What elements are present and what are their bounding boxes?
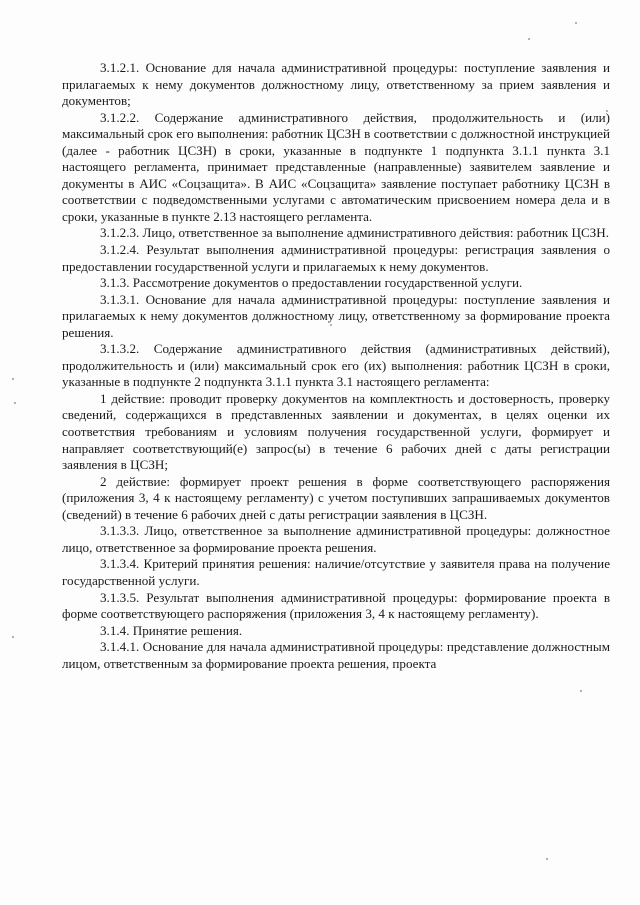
- scan-speck: [546, 858, 548, 860]
- paragraph-action-2: 2 действие: формирует проект решения в форме соответствующего распоряжения (приложения 3, 4 к настоящему регламенту) с учетом поступивших запрашиваемых документов (сведений) в течение 6 рабочих дней с даты регистрации заявления в ЦСЗН.: [62, 473, 610, 522]
- paragraph-3-1-4: 3.1.4. Принятие решения.: [100, 622, 243, 638]
- paragraph-3-1-2-2: 3.1.2.2. Содержание административного действия, продолжительность и (или) максимальный срок его выполнения: работник ЦСЗН в соответствии с должностной инструкцией (далее - работник ЦСЗН) в сроки, указанные в подпункте 1 подпункта 3.1.1 пункта 3.1 настоящего регламента, принимает представленные (направленные) заявителем заявление и документы в АИС «Соцзащита». В АИС «Соцзащита» заявление поступает работнику ЦСЗН в соответствии с подведомственными услугами с автоматическим присвоением номера дела и в сроки, указанные в пункте 2.13 настоящего регламента.: [62, 109, 610, 224]
- scan-speck: [575, 22, 577, 24]
- document-body: [62, 60, 610, 672]
- paragraph-3-1-3: 3.1.3. Рассмотрение документов о предоставлении государственной услуги.: [100, 275, 523, 291]
- paragraph-3-1-3-5: 3.1.3.5. Результат выполнения административной процедуры: формирование проекта в форме соответствующего распоряжения (приложения 3, 4 к настоящему регламенту).: [62, 589, 610, 622]
- paragraph-3-1-2-4: 3.1.2.4. Результат выполнения административной процедуры: регистрация заявления о предоставлении государственной услуги и прилагаемых к нему документов.: [62, 242, 610, 274]
- paragraph-3-1-2-3: 3.1.2.3. Лицо, ответственное за выполнение административного действия: работник ЦСЗН.: [100, 225, 609, 241]
- scan-speck: [528, 38, 530, 40]
- paragraph-3-1-2-1: 3.1.2.1. Основание для начала административной процедуры: поступление заявления и прилагаемых к нему документов должностному лицу, ответственному за прием заявления и документов;: [62, 60, 610, 109]
- scan-speck: [12, 378, 14, 380]
- scan-speck: [580, 690, 582, 692]
- paragraph-3-1-3-2: 3.1.3.2. Содержание административного действия (административных действий), продолжительность и (или) максимальный срок его (их) выполнения: работник ЦСЗН в сроки, указанные в подпункте 2 подпункта 3.1.1 пункта 3.1 настоящего регламента:: [62, 341, 610, 390]
- scan-speck: [14, 402, 16, 404]
- paragraph-3-1-4-1: 3.1.4.1. Основание для начала административной процедуры: представление должностным лицом, ответственным за формирование проекта решения, проекта: [62, 639, 610, 671]
- paragraph-action-1: 1 действие: проводит проверку документов на комплектность и достоверность, проверку сведений, содержащихся в представленных заявлении и документах, в целях оценки их соответствия требованиям и условиям получения государственной услуги, формирует и направляет соответствующий(е) запрос(ы) в течение 6 рабочих дней с даты регистрации заявления в ЦСЗН;: [62, 390, 610, 473]
- paragraph-3-1-3-4: 3.1.3.4. Критерий принятия решения: наличие/отсутствие у заявителя права на получение государственной услуги.: [62, 556, 610, 588]
- scan-speck: [12, 636, 14, 638]
- paragraph-3-1-3-3: 3.1.3.3. Лицо, ответственное за выполнение административной процедуры: должностное лицо, ответственное за формирование проекта решения.: [62, 523, 610, 555]
- paragraph-3-1-3-1: 3.1.3.1. Основание для начала административной процедуры: поступление заявления и прилагаемых к нему документов должностному лицу, ответственному за формирование проекта решения.: [62, 291, 610, 340]
